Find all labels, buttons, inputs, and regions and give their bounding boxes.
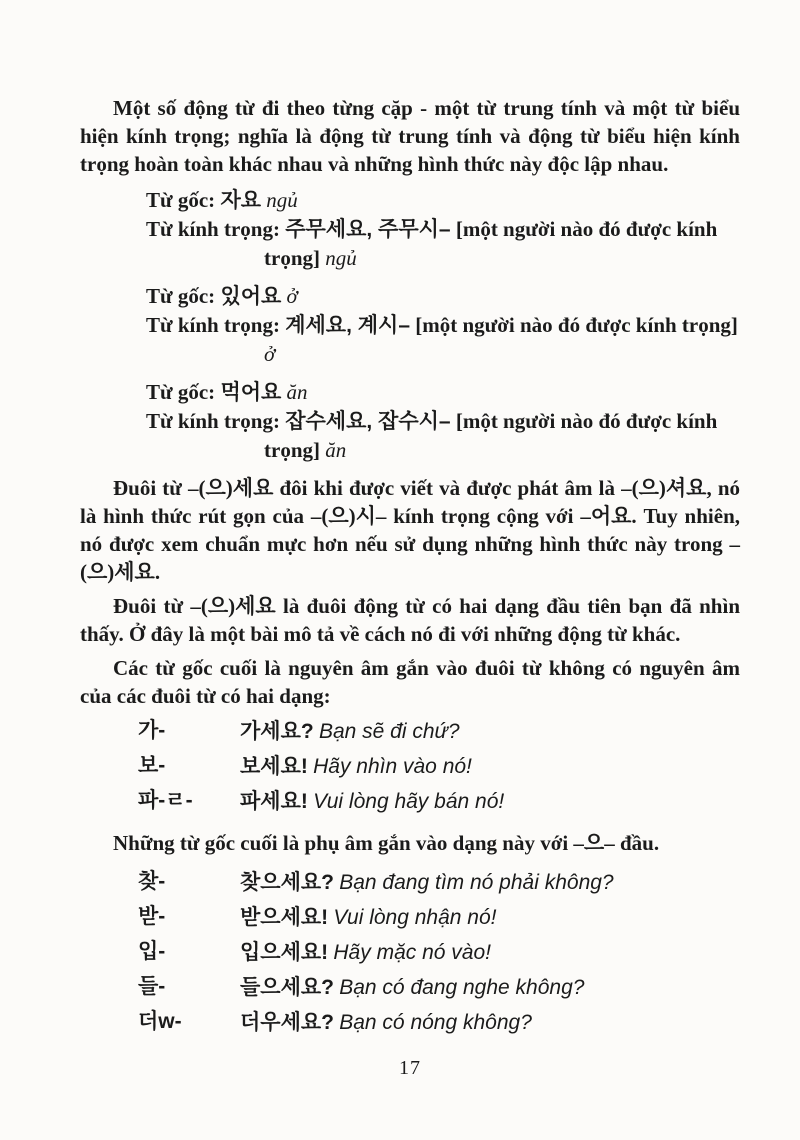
korean-phrase: 가세요? <box>240 720 314 743</box>
example-phrase <box>240 714 740 749</box>
example-row <box>138 935 740 970</box>
base-korean: 자요 <box>220 189 262 212</box>
vietnamese-gloss: Bạn có nóng không? <box>339 1011 532 1034</box>
base-gloss: ngủ <box>266 188 298 212</box>
honorific-note: [một người nào đó được kính trọng] <box>264 217 718 270</box>
honorific-gloss: ăn <box>325 438 347 462</box>
entry-eat <box>80 378 740 464</box>
base-form-line <box>146 186 740 215</box>
korean-phrase: 파세요! <box>240 790 308 813</box>
honorific-gloss: ở <box>264 342 276 366</box>
korean-stem: 들- <box>138 975 166 998</box>
korean-phrase: 보세요! <box>240 755 308 778</box>
korean-phrase: 더우세요? <box>240 1011 334 1034</box>
base-gloss: ở <box>286 284 298 308</box>
example-row <box>138 970 740 1005</box>
korean-phrase: 입으세요! <box>240 941 329 964</box>
honorific-label: Từ kính trọng: <box>146 217 280 241</box>
honorific-note: [một người nào đó được kính trọng] <box>264 409 718 462</box>
korean-stem: 입- <box>138 940 166 963</box>
korean-stem: 받- <box>138 905 166 928</box>
korean-stem: 파-ㄹ- <box>138 789 193 812</box>
korean-stem: 찾- <box>138 870 166 893</box>
honorific-form-line <box>146 215 740 272</box>
vietnamese-gloss: Vui lòng hãy bán nó! <box>313 790 505 813</box>
example-row <box>138 749 740 784</box>
base-label: Từ gốc: <box>146 284 216 308</box>
paragraph-intro: Một số động từ đi theo từng cặp - một từ trung tính và một từ biểu hiện kính trọng; nghĩa là động từ trung tính và động từ biểu hiện kính trọng hoàn toàn khác nhau và những hình thức này độc lập nhau. <box>80 96 740 176</box>
base-gloss: ăn <box>286 380 308 404</box>
example-phrase <box>240 900 740 935</box>
vietnamese-gloss: Vui lòng nhận nó! <box>333 906 497 929</box>
example-phrase <box>240 970 740 1005</box>
example-phrase <box>240 784 740 819</box>
korean-phrase: 들으세요? <box>240 976 334 999</box>
page-number: 17 <box>399 1057 421 1079</box>
vietnamese-gloss: Hãy nhìn vào nó! <box>313 755 472 778</box>
vietnamese-gloss: Bạn đang tìm nó phải không? <box>339 871 614 894</box>
paragraph-seyo-pronunciation: Đuôi từ –(으)세요 đôi khi được viết và được phát âm là –(으)셔요, nó là hình thức rút gọn của –(으)시– kính trọng cộng với –어요. Tuy nhiên, nó được xem chuẩn mực hơn nếu sử dụng những hình thức này trong –(으)세요. <box>80 476 740 584</box>
example-row <box>138 1005 740 1040</box>
entry-sleep <box>80 186 740 272</box>
consonant-stem-examples <box>80 865 740 1040</box>
root-honorific-entries <box>80 186 740 464</box>
honorific-label: Từ kính trọng: <box>146 409 280 433</box>
vietnamese-gloss: Bạn có đang nghe không? <box>339 976 585 999</box>
base-label: Từ gốc: <box>146 188 216 212</box>
example-row <box>138 714 740 749</box>
entry-stay <box>80 282 740 368</box>
vietnamese-gloss: Bạn sẽ đi chứ? <box>318 720 460 743</box>
base-label: Từ gốc: <box>146 380 216 404</box>
korean-phrase: 찾으세요? <box>240 871 334 894</box>
example-phrase <box>240 865 740 900</box>
base-form-line <box>146 378 740 407</box>
honorific-note: [một người nào đó được kính trọng] <box>415 313 738 337</box>
paragraph-vowel-stems-intro: Các từ gốc cuối là nguyên âm gắn vào đuôi từ không có nguyên âm của các đuôi từ có hai dạng: <box>80 656 740 708</box>
example-phrase <box>240 935 740 970</box>
korean-stem: 보- <box>138 754 166 777</box>
korean-stem: 가- <box>138 719 166 742</box>
korean-stem: 더w- <box>138 1010 182 1033</box>
base-form-line <box>146 282 740 311</box>
honorific-korean: 계세요, 계시– <box>285 314 410 337</box>
example-row <box>138 865 740 900</box>
honorific-form-line <box>146 407 740 464</box>
vowel-stem-examples <box>80 714 740 819</box>
honorific-korean: 잡수세요, 잡수시– <box>285 410 451 433</box>
example-phrase <box>240 1005 740 1040</box>
honorific-form-line <box>146 311 740 368</box>
example-phrase <box>240 749 740 784</box>
base-korean: 먹어요 <box>220 381 282 404</box>
example-row <box>138 784 740 819</box>
example-row <box>138 900 740 935</box>
base-korean: 있어요 <box>220 285 282 308</box>
honorific-label: Từ kính trọng: <box>146 313 280 337</box>
paragraph-consonant-stems-intro: Những từ gốc cuối là phụ âm gắn vào dạng này với –으– đầu. <box>113 831 660 855</box>
korean-phrase: 받으세요! <box>240 906 329 929</box>
honorific-korean: 주무세요, 주무시– <box>285 218 451 241</box>
vietnamese-gloss: Hãy mặc nó vào! <box>333 941 491 964</box>
honorific-gloss: ngủ <box>325 246 357 270</box>
paragraph-two-shape-ending: Đuôi từ –(으)세요 là đuôi động từ có hai dạng đầu tiên bạn đã nhìn thấy. Ở đây là một bài mô tả về cách nó đi với những động từ khác. <box>80 594 740 646</box>
